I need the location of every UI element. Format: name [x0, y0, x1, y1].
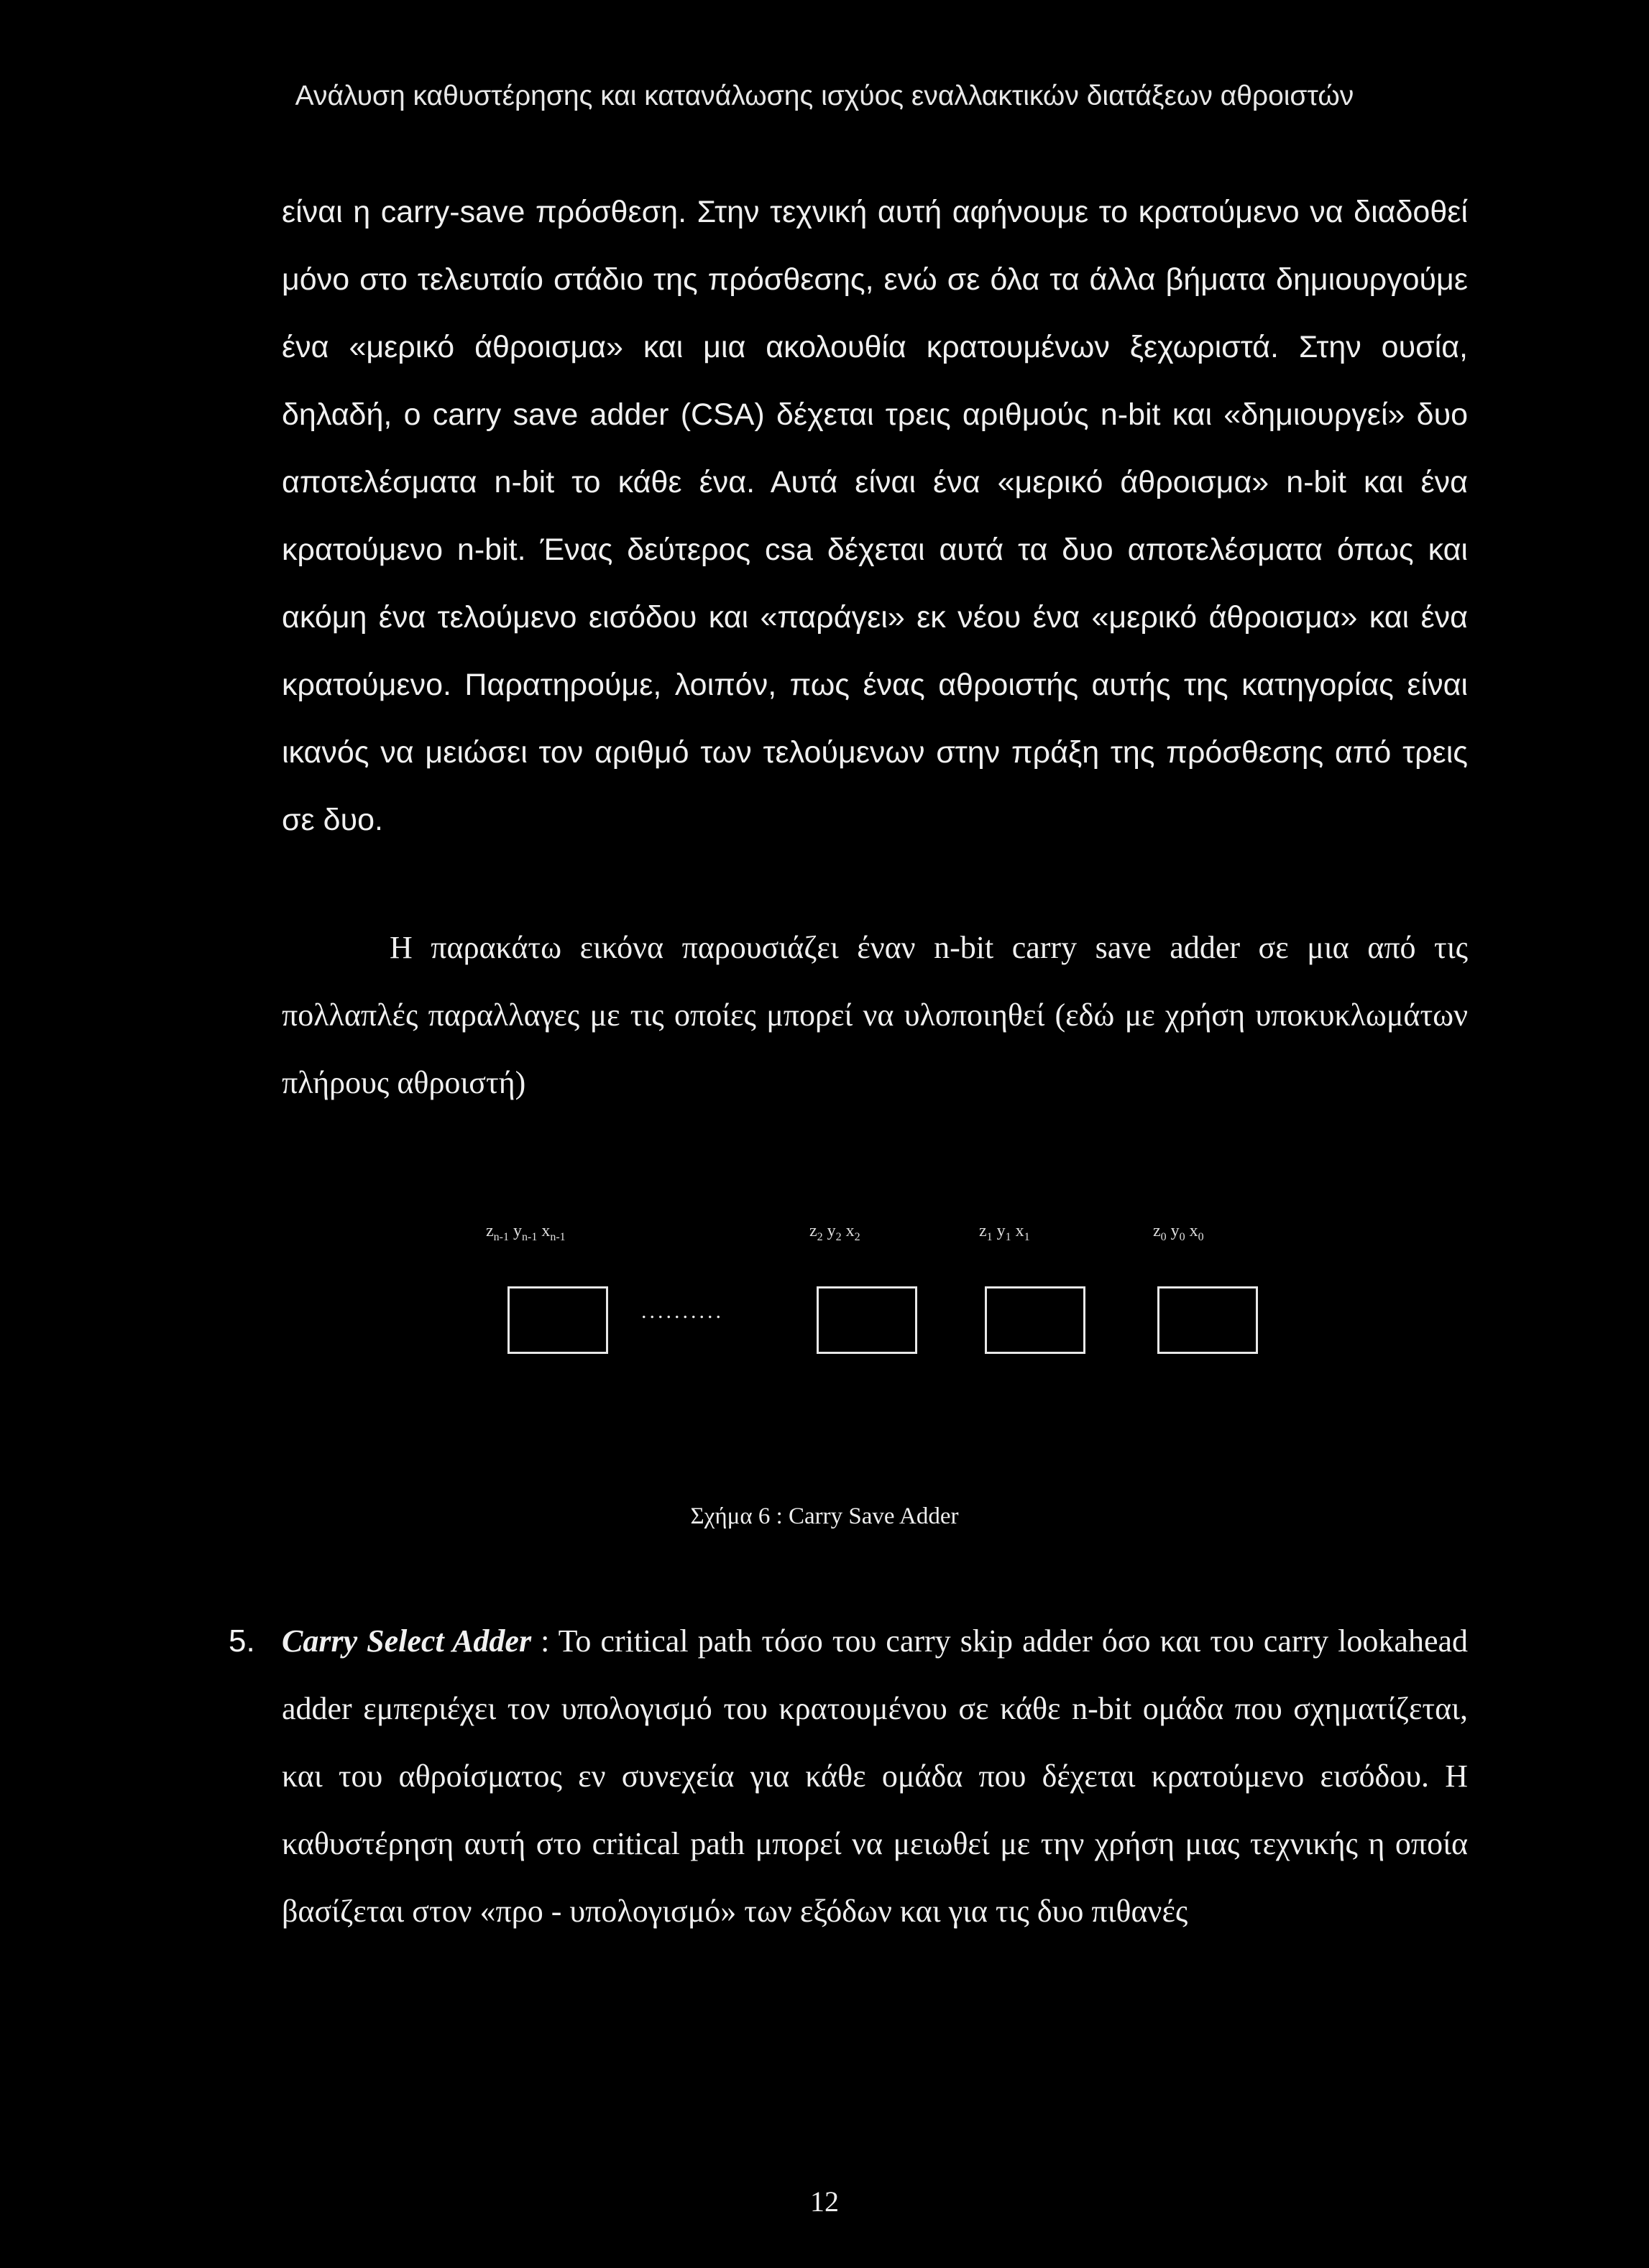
term-carry-select-adder: Carry Select Adder: [282, 1623, 532, 1659]
label-z-index: n-1: [493, 1230, 509, 1243]
full-adder-box: [507, 1286, 608, 1354]
label-y-index: 1: [1005, 1230, 1011, 1243]
label-z: z: [1153, 1222, 1161, 1240]
full-adder-box: [817, 1286, 917, 1354]
term-separator: :: [531, 1623, 559, 1659]
paragraph-carry-save: είναι η carry-save πρόσθεση. Στην τεχνική αυτή αφήνουμε το κρατούμενο να διαδοθεί μόνο στο τελευταίο στάδιο της πρόσθεσης, ενώ σε όλα τα άλλα βήματα δημιουργούμε ένα «μερικό άθροισμα» και μια ακολουθία κρατουμένων ξεχωριστά. Στην ουσία, δηλαδή, ο carry save adder (CSA) δέχεται τρεις αριθμούς n-bit και «δημιουργεί» δυο αποτελέσματα n-bit το κάθε ένα. Αυτά είναι ένα «μερικό άθροισμα» n-bit και ένα κρατούμενο n-bit. Ένας δεύτερος csa δέχεται αυτά τα δυο αποτελέσματα όπως και ακόμη ένα τελούμενο εισόδου και «παράγει» εκ νέου ένα «μερικό άθροισμα» και ένα κρατούμενο. Παρατηρούμε, λοιπόν, πως ένας αθροιστής αυτής της κατηγορίας είναι ικανός να μειώσει τον αριθμό των τελούμενων στην πράξη της πρόσθεσης από τρεις σε δυο.: [282, 195, 1468, 837]
figure-input-label: [979, 1222, 1030, 1244]
label-y: y: [827, 1222, 836, 1240]
label-x-index: 2: [854, 1230, 860, 1243]
figure-ellipsis: ..........: [641, 1299, 724, 1323]
label-z: z: [809, 1222, 817, 1240]
page-number: 12: [810, 2185, 839, 2218]
label-z: z: [486, 1222, 494, 1240]
label-x-index: n-1: [550, 1230, 566, 1243]
paragraph-figure-intro: Η παρακάτω εικόνα παρουσιάζει έναν n-bit carry save adder σε μια από τις πολλαπλές παραλλαγες με τις οποίες μπορεί να υλοποιηθεί (εδώ με χρήση υποκυκλωμάτων πλήρους αθροιστή): [282, 930, 1468, 1100]
carry-select-text: To critical path τόσο του carry skip adder όσο και του carry lookahead adder εμπεριέχει τον υπολογισμό του κρατουμένου σε κάθε n-bit ομάδα που σχηματίζεται, και του αθροίσματος εν συνεχεία για κάθε ομάδα που δέχεται κρατούμενο εισόδου. Η καθυστέρηση αυτή στο critical path μπορεί να μειωθεί με την χρήση μιας τεχνικής η οποία βασίζεται στον «προ - υπολογισμό» των εξόδων και για τις δυο πιθανές: [282, 1623, 1468, 1929]
paragraph-carry-select: [282, 1608, 1468, 1945]
label-z-index: 2: [817, 1230, 823, 1243]
figure-input-label: [1153, 1222, 1204, 1244]
full-adder-box: [985, 1286, 1085, 1354]
label-y-index: n-1: [521, 1230, 538, 1243]
figure-input-label: [809, 1222, 860, 1244]
label-y: y: [996, 1222, 1006, 1240]
full-adder-box: [1157, 1286, 1258, 1354]
label-x-index: 1: [1024, 1230, 1030, 1243]
label-y: y: [1170, 1222, 1180, 1240]
label-x: x: [541, 1222, 551, 1240]
label-y: y: [513, 1222, 522, 1240]
label-y-index: 0: [1179, 1230, 1185, 1243]
running-header: Ανάλυση καθυστέρησης και κατανάλωσης ισχύος εναλλακτικών διατάξεων αθροιστών: [295, 80, 1354, 111]
label-z: z: [979, 1222, 987, 1240]
label-x: x: [1015, 1222, 1024, 1240]
label-x: x: [1189, 1222, 1198, 1240]
label-x: x: [845, 1222, 855, 1240]
figure-input-label: [486, 1222, 566, 1244]
figure-caption: Σχήμα 6 : Carry Save Adder: [690, 1503, 959, 1529]
label-x-index: 0: [1198, 1230, 1204, 1243]
label-y-index: 2: [835, 1230, 842, 1243]
label-z-index: 1: [986, 1230, 993, 1243]
label-z-index: 0: [1160, 1230, 1167, 1243]
list-item-number: 5.: [229, 1623, 255, 1659]
